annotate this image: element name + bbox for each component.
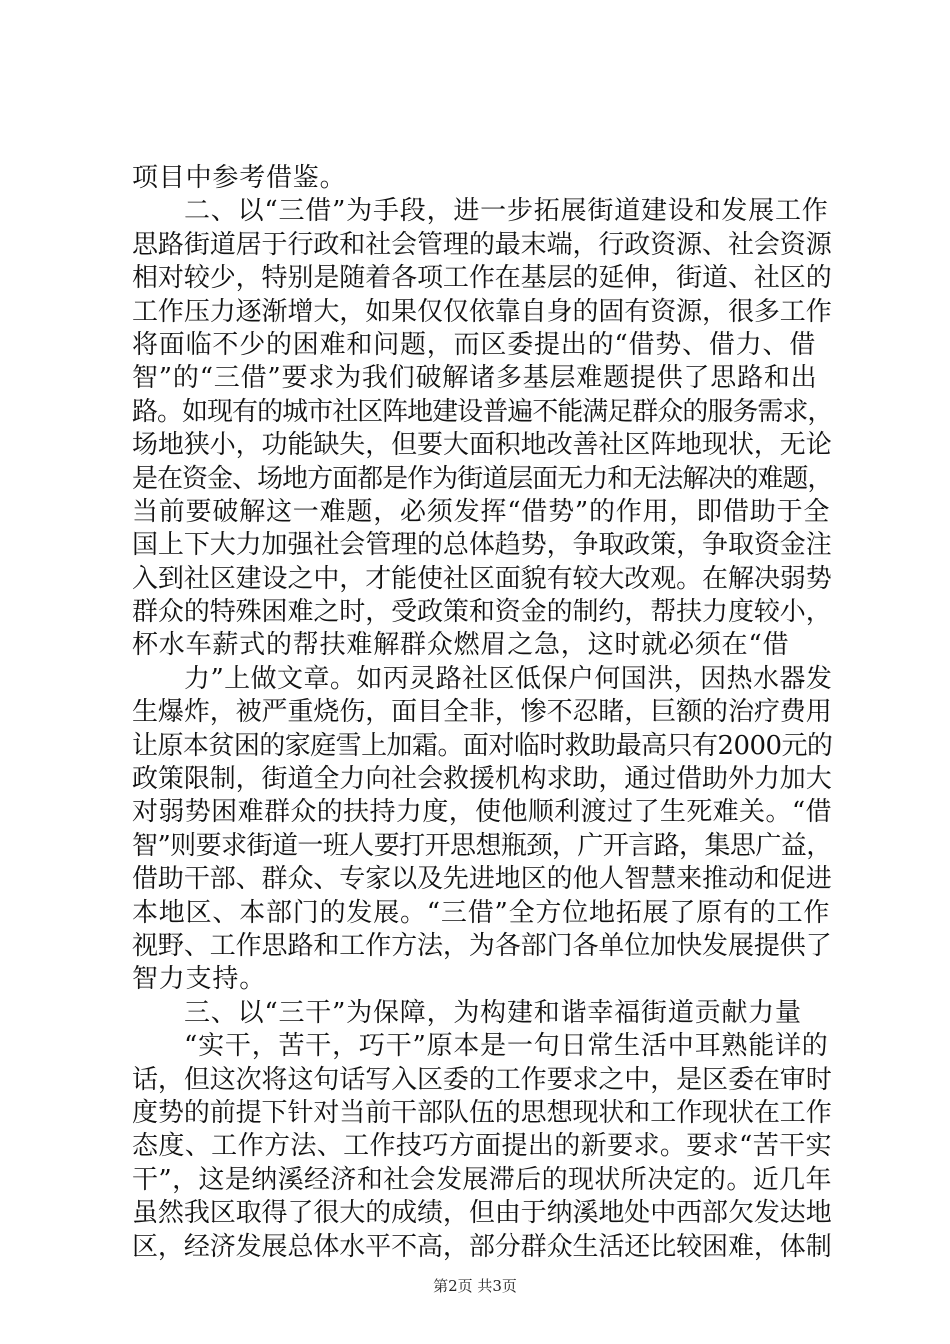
- text-line: 二、以“三借”为手段，进一步拓展街道建设和发展工作: [184, 196, 829, 227]
- text-line: 杯水车薪式的帮扶难解群众燃眉之急，这时就必须在“借: [132, 630, 790, 661]
- text-line: 视野、工作思路和工作方法，为各部门各单位加快发展提供了: [132, 930, 832, 961]
- text-line: 干”，这是纳溪经济和社会发展滞后的现状所决定的。近几年: [132, 1164, 832, 1195]
- text-line: 话，但这次将这句话写入区委的工作要求之中，是区委在审时: [132, 1064, 832, 1095]
- text-line: 三、以“三干”为保障，为构建和谐幸福街道贡献力量: [184, 997, 802, 1028]
- text-line: 工作压力逐渐增大，如果仅仅依靠自身的固有资源，很多工作: [132, 296, 832, 327]
- text-line: 力”上做文章。如丙灵路社区低保户何国洪，因热水器发: [184, 663, 833, 694]
- text-line: 智”的“三借”要求为我们破解诸多基层难题提供了思路和出: [132, 363, 818, 394]
- text-line: 智”则要求街道一班人要打开思想瓶颈，广开言路，集思广益，: [132, 830, 832, 861]
- text-line: 度势的前提下针对当前干部队伍的思想现状和工作现状在工作: [132, 1097, 832, 1128]
- text-line: 当前要破解这一难题，必须发挥“借势”的作用，即借助于全: [132, 496, 831, 527]
- text-line: 群众的特殊困难之时，受政策和资金的制约，帮扶力度较小，: [132, 597, 832, 628]
- text-line: 本地区、本部门的发展。“三借”全方位地拓展了原有的工作: [132, 897, 831, 928]
- text-line: 路。如现有的城市社区阵地建设普遍不能满足群众的服务需求，: [132, 396, 833, 427]
- text-line: 虽然我区取得了很大的成绩，但由于纳溪地处中西部欠发达地: [132, 1198, 832, 1229]
- text-line: 国上下大力加强社会管理的总体趋势，争取政策，争取资金注: [132, 530, 832, 561]
- document-body: [132, 162, 832, 1264]
- text-line: 政策限制，街道全力向社会救援机构求助，通过借助外力加大: [132, 764, 832, 795]
- text-line: 生爆炸，被严重烧伤，面目全非，惨不忍睹，巨额的治疗费用: [132, 697, 832, 728]
- text-line: 场地狭小，功能缺失，但要大面积地改善社区阵地现状，无论: [132, 430, 832, 461]
- text-line: 让原本贫困的家庭雪上加霜。面对临时救助最高只有2000元的: [132, 730, 833, 761]
- text-line: 对弱势困难群众的扶持力度，使他顺利渡过了生死难关。“借: [132, 797, 832, 828]
- text-line: 入到社区建设之中，才能使社区面貌有较大改观。在解决弱势: [132, 563, 832, 594]
- text-line: 相对较少，特别是随着各项工作在基层的延伸，街道、社区的: [132, 263, 832, 294]
- text-line: 是在资金、场地方面都是作为街道层面无力和无法解决的难题，: [132, 463, 833, 494]
- text-line: 区，经济发展总体水平不高，部分群众生活还比较困难，体制: [132, 1231, 832, 1262]
- text-line: 借助干部、群众、专家以及先进地区的他人智慧来推动和促进: [132, 864, 832, 895]
- text-line: 将面临不少的困难和问题，而区委提出的“借势、借力、借: [132, 329, 817, 360]
- text-line: 项目中参考借鉴。: [132, 163, 347, 193]
- page-footer: 第2页 共3页: [433, 1277, 517, 1295]
- text-line: “实干，苦干，巧干”原本是一句日常生活中耳熟能详的: [184, 1031, 829, 1062]
- text-line: 态度、工作方法、工作技巧方面提出的新要求。要求“苦干实: [132, 1131, 832, 1162]
- text-line: 智力支持。: [132, 964, 267, 995]
- text-line: 思路街道居于行政和社会管理的最末端，行政资源、社会资源: [132, 229, 832, 260]
